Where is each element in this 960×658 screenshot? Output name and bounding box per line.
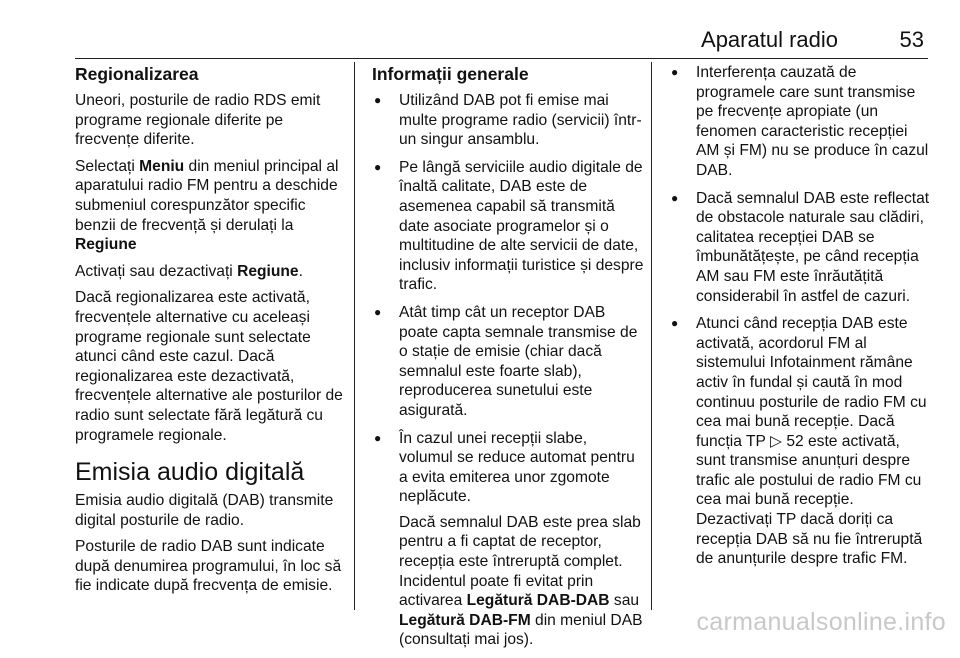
page-header: [75, 27, 928, 55]
list-item: ● Utilizând DAB pot fi emise mai multe programe radio (servicii) într-un singur ansamblu.: [372, 91, 644, 150]
watermark: carmanualsonline.info: [696, 608, 946, 636]
column-divider-1: [354, 62, 355, 610]
dab-fm-link-term: Legătură DAB-FM: [399, 611, 531, 629]
region-term: Regiune: [237, 262, 299, 280]
paragraph: Posturile de radio DAB sunt indicate după denumirea programului, în loc să fie indicate după frecvența de emisie.: [75, 538, 342, 595]
bullet-list: [372, 91, 644, 650]
paragraph: Dacă regionalizarea este activată, frecvențele alternative cu aceleași programe regionale sunt selectate atunci când este cazul. Dacă regionalizarea este dezactivată, frecvențele alternative ale posturilor de radio sunt selectate fără legătură cu programele regionale.: [75, 289, 343, 444]
page-number: 53: [899, 27, 924, 52]
regionalization-heading: Regionalizarea: [75, 64, 199, 84]
page-title: Aparatul radio: [701, 27, 838, 52]
paragraph: Selectați Meniu din meniul principal al aparatului radio FM pentru a deschide submeniul corespunzător specific benzii de frecvență și derulați la Regiune: [75, 157, 339, 254]
column-1: [75, 63, 347, 603]
paragraph: Activați sau dezactivați Regiune.: [75, 262, 303, 280]
list-item: ● Interferența cauzată de programele care sunt transmise pe frecvențe apropiate (un fenomen caracteristic recepției AM și FM) nu se produce în cazul DAB.: [669, 63, 931, 181]
list-item-text: Dacă semnalul DAB este prea slab pentru a fi captat de receptor, recepția este întreruptă complet. Incidentul poate fi evitat prin activarea Legătură DAB-DAB sau Legătură DAB-FM din meniul DAB (consultați mai jos).: [399, 513, 643, 649]
list-item: ● Dacă semnalul DAB este reflectat de obstacole naturale sau clădiri, calitatea recepției DAB se îmbunătățește, pe când recepția AM sau FM este înrăutățită considerabil în astfel de cazuri.: [669, 189, 931, 307]
list-item: ● Atât timp cât un receptor DAB poate capta semnale transmise de o stație de emisie (chiar dacă semnalul este foarte slab), reproducerea sunetului este asigurată.: [372, 303, 644, 421]
column-2: [372, 63, 644, 658]
list-item: ● Pe lângă serviciile audio digitale de înaltă calitate, DAB este de asemenea capabil să transmită date asociate programelor și o multitudine de alte servicii de date, inclusiv informații turistice și despre trafic.: [372, 158, 644, 295]
paragraph: Emisia audio digitală (DAB) transmite digital posturile de radio.: [75, 492, 334, 529]
paragraph: Uneori, posturile de radio RDS emit programe regionale diferite pe frecvențe diferite.: [75, 92, 321, 149]
section-title: Emisia audio digitală: [75, 458, 305, 487]
general-info-heading: Informații generale: [372, 64, 529, 84]
page-reference-arrow-icon: ▷: [769, 432, 782, 450]
list-item: [372, 429, 644, 651]
list-item-text: ● În cazul unei recepții slabe, volumul se reduce automat pentru a evita emiterea unor zgomote neplăcute.: [399, 429, 635, 506]
menu-term: Meniu: [139, 157, 185, 175]
bullet-list: [669, 63, 931, 569]
column-divider-2: [651, 62, 652, 610]
list-item: ● Atunci când recepția DAB este activată, acordorul FM al sistemului Infotainment rămâne activ în fundal și caută în mod continuu posturile de radio FM cu cea mai bună recepție. Dacă funcția TP ▷ 52 este activată, sunt transmise anunțuri despre trafic ale postului de radio FM cu cea mai bună recepție. Dezactivați TP dacă doriți ca recepția DAB să nu fie întreruptă de anunțurile despre trafic FM.: [669, 314, 931, 569]
dab-dab-link-term: Legătură DAB-DAB: [466, 592, 610, 610]
column-3: [669, 63, 931, 577]
header-rule: [75, 58, 928, 59]
region-term: Regiune: [75, 236, 137, 254]
